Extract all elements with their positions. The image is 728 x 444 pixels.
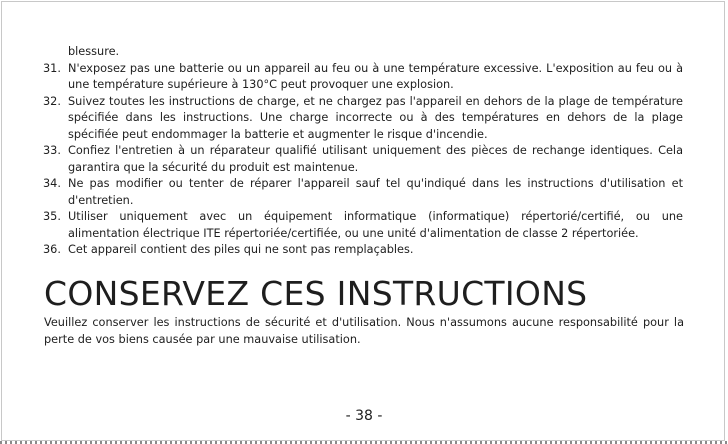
list-item xyxy=(43,94,683,144)
page-number: - 38 - xyxy=(345,408,383,424)
list-item-text: N'exposez pas une batterie ou un appareil au feu ou à une température excessive. L'exposition au feu ou à une température supérieure à 130°C peut provoquer une explosion. xyxy=(68,61,683,91)
section-heading: CONSERVEZ CES INSTRUCTIONS xyxy=(44,274,588,313)
list-item-text: Utiliser uniquement avec un équipement informatique (informatique) répertorié/certifié, ou une alimentation électrique ITE répertoriée/certifiée, ou une unité d'alimentation de classe 2 répertoriée. xyxy=(68,210,683,240)
list-item xyxy=(43,143,683,176)
list-item xyxy=(43,61,683,94)
list-item-number: 32. xyxy=(43,94,61,108)
list-item-text: Confiez l'entretien à un réparateur qualifié utilisant uniquement des pièces de rechange identiques. Cela garantira que la sécurité du produit est maintenue. xyxy=(68,144,683,174)
list-item-number: 31. xyxy=(43,61,61,75)
list-item-number: 36. xyxy=(43,243,61,256)
list-item-text: Cet appareil contient des piles qui ne sont pas remplaçables. xyxy=(68,243,414,256)
list-item xyxy=(43,176,683,209)
list-item xyxy=(43,209,683,242)
list-item-text: Ne pas modifier ou tenter de réparer l'appareil sauf tel qu'indiqué dans les instructions d'utilisation et d'entretien. xyxy=(68,177,683,207)
list-continuation-text: blessure. xyxy=(68,45,120,58)
list-item xyxy=(43,242,683,259)
list-item-number: 34. xyxy=(43,177,61,190)
list-item-text: Suivez toutes les instructions de charge, et ne chargez pas l'appareil en dehors de la plage de température spécifiée dans les instructions. Une charge incorrecte ou à des températures en dehors de la plage spécifiée peut endommager la batterie et augmenter le risque d'incendie. xyxy=(68,94,683,141)
list-item-number: 33. xyxy=(43,144,61,157)
safety-instructions-list xyxy=(43,44,683,259)
disclaimer-paragraph: Veuillez conserver les instructions de sécurité et d'utilisation. Nous n'assumons aucune responsabilité pour la perte de vos biens causée par une mauvaise utilisation. xyxy=(44,316,684,346)
list-item-number: 35. xyxy=(43,210,61,223)
